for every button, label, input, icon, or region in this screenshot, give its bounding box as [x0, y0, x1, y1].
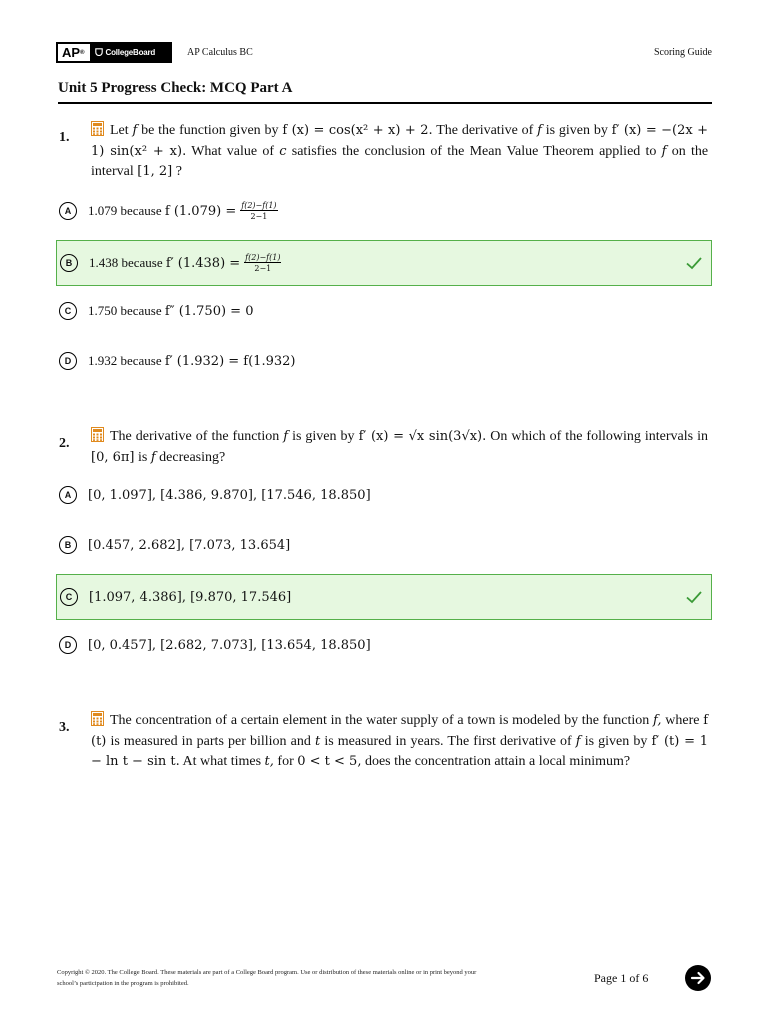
q1-derivative-expr: f′ (x) = −(2x + 1) sin(x² + x).: [91, 123, 709, 159]
option-text: [1.097, 4.386], [9.870, 17.546]: [89, 589, 292, 605]
calculator-icon: [91, 427, 104, 442]
q1-function-expr: f (x) = cos(x² + x) + 2.: [282, 123, 433, 138]
ap-collegeboard-logo: [56, 42, 172, 63]
course-name: AP Calculus BC: [187, 47, 253, 58]
q2-derivative-expr: f′ (x) = √x sin(3√x).: [358, 429, 487, 444]
question-3-number: 3.: [59, 720, 70, 735]
option-text: 1.932 because f′ (1.932) = f(1.932): [88, 353, 296, 369]
q3-derivative-expr: f′ (t) = 1 − ln t − sin t.: [91, 733, 708, 769]
collegeboard-logo: CollegeBoard: [95, 48, 155, 57]
q2-option-c[interactable]: [56, 574, 712, 620]
page-indicator: Page 1 of 6: [594, 971, 649, 985]
scoring-guide-label: Scoring Guide: [653, 47, 712, 58]
option-text: [0, 1.097], [4.386, 9.870], [17.546, 18.850]: [88, 487, 371, 503]
question-2-number: 2.: [59, 436, 70, 451]
calculator-icon: [91, 121, 104, 136]
title-divider: [58, 102, 712, 104]
question-1-number: 1.: [59, 130, 70, 145]
arrow-right-icon: [690, 970, 706, 986]
q1-option-b[interactable]: [56, 240, 712, 286]
q2-option-b[interactable]: [56, 522, 712, 568]
option-text: 1.079 because f (1.079) = $\frac{f(2)-f(1)}{2-1}$: [88, 201, 277, 221]
option-text: [0, 0.457], [2.682, 7.073], [13.654, 18.850]: [88, 637, 371, 653]
option-letter-badge: A: [59, 486, 77, 504]
option-letter-badge: B: [60, 254, 78, 272]
calculator-icon: [91, 711, 104, 726]
option-letter-badge: D: [59, 352, 77, 370]
option-letter-badge: B: [59, 536, 77, 554]
question-2-text: The derivative of the function f is given by f′ (x) = √x sin(3√x). On which of the following intervals in [0, 6π] is f decreasing?: [91, 429, 708, 465]
q1-option-c[interactable]: [56, 288, 712, 334]
q1-option-a[interactable]: [56, 188, 712, 234]
question-1-text: Let f be the function given by f (x) = cos(x² + x) + 2. The derivative of f is given by f′ (x) = −(2x + 1) sin(x² + x). What value of c satisfies the conclusion of the Mean Value Theorem applied to f on the interval [1, 2] ?: [91, 123, 709, 179]
option-letter-badge: C: [59, 302, 77, 320]
q2-option-a[interactable]: [56, 472, 712, 518]
correct-check-icon: [685, 588, 703, 606]
question-3-text: The concentration of a certain element in the water supply of a town is modeled by the function f, where f (t) is measured in parts per billion and t is measured in years. The first derivative of f is given by f′ (t) = 1 − ln t − sin t. At what times t, for 0 < t < 5, does the concentration attain a local minimum?: [91, 713, 708, 769]
q2-option-d[interactable]: [56, 622, 712, 668]
page-title: Unit 5 Progress Check: MCQ Part A: [58, 80, 293, 96]
correct-check-icon: [685, 254, 703, 272]
option-letter-badge: C: [60, 588, 78, 606]
option-text: 1.750 because f″ (1.750) = 0: [88, 303, 254, 319]
copyright-notice: Copyright © 2020. The College Board. These materials are part of a College Board program. Use or distribution of these materials online or in print beyond your school’s participation in the program is prohibited.: [57, 969, 477, 987]
option-text: [0.457, 2.682], [7.073, 13.654]: [88, 537, 291, 553]
option-text: 1.438 because f′ (1.438) = $\frac{f(2)-f(1)}{2-1}$: [89, 253, 281, 273]
next-page-button[interactable]: [685, 965, 711, 991]
option-letter-badge: A: [59, 202, 77, 220]
option-letter-badge: D: [59, 636, 77, 654]
ap-logo: AP ®: [58, 44, 90, 61]
q1-option-d[interactable]: [56, 338, 712, 384]
